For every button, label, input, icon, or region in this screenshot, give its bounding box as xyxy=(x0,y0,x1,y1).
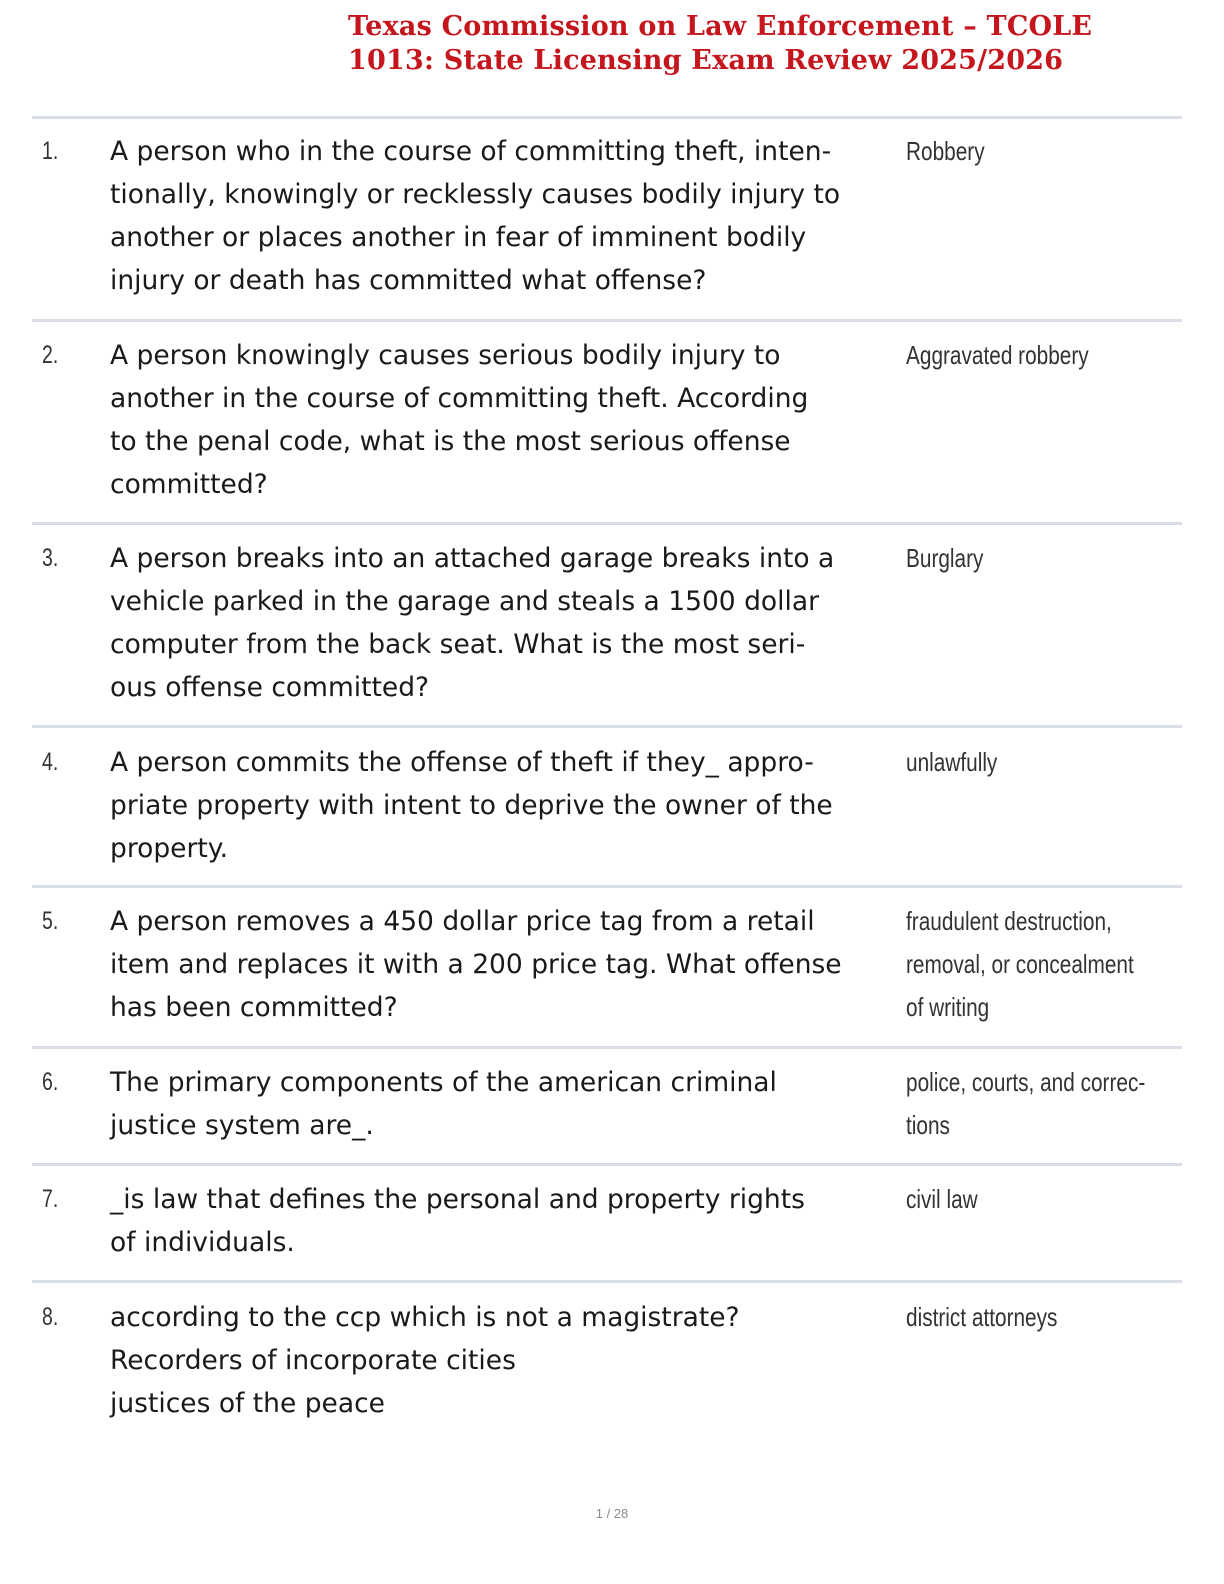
header-title-line-1: Texas Commission on Law Enforcement – TCOLE xyxy=(348,11,1093,42)
question-text: A person knowingly causes serious bodily injury to another in the course of committing theft. According to the penal code, what is the most serious offense committed? xyxy=(110,340,809,500)
answer-text: Burglary xyxy=(906,543,984,573)
header-title-line-2: 1013: State Licensing Exam Review 2025/2026 xyxy=(348,45,1064,76)
item-number: 1. xyxy=(42,137,59,165)
item-number: 7. xyxy=(42,1185,59,1213)
answer-text: police, courts, and correc- tions xyxy=(906,1067,1146,1140)
divider xyxy=(32,319,1182,322)
answer-text: Robbery xyxy=(906,136,985,166)
divider xyxy=(32,1280,1182,1283)
divider xyxy=(32,885,1182,888)
question-text: _is law that defines the personal and property rights of individuals. xyxy=(110,1184,805,1258)
answer-text: unlawfully xyxy=(906,747,998,777)
item-number: 4. xyxy=(42,748,59,776)
divider xyxy=(32,116,1182,119)
question-text: A person removes a 450 dollar price tag from a retail item and replaces it with a 200 price tag. What offense has been committed? xyxy=(110,906,842,1023)
page-number: 1 / 28 xyxy=(595,1506,629,1521)
answer-text: district attorneys xyxy=(906,1302,1058,1332)
question-text: A person breaks into an attached garage breaks into a vehicle parked in the garage and steals a 1500 dollar computer from the back seat. What is the most seri- ous offense committed? xyxy=(110,543,835,703)
item-number: 2. xyxy=(42,341,59,369)
item-number: 6. xyxy=(42,1068,59,1096)
answer-text: fraudulent destruction, removal, or concealment of writing xyxy=(906,906,1134,1022)
divider xyxy=(32,1163,1182,1166)
question-text: according to the ccp which is not a magistrate? Recorders of incorporate cities justices of the peace xyxy=(110,1302,740,1419)
divider xyxy=(32,725,1182,728)
answer-text: civil law xyxy=(906,1184,978,1214)
question-text: A person commits the offense of theft if they_ appro- priate property with intent to deprive the owner of the property. xyxy=(110,747,833,864)
answer-text: Aggravated robbery xyxy=(906,340,1089,370)
document-header xyxy=(348,10,1188,78)
divider xyxy=(32,1046,1182,1049)
item-number: 8. xyxy=(42,1303,59,1331)
item-number: 3. xyxy=(42,544,59,572)
question-text: The primary components of the american criminal justice system are_. xyxy=(110,1067,777,1141)
item-number: 5. xyxy=(42,907,59,935)
divider xyxy=(32,522,1182,525)
question-text: A person who in the course of committing theft, inten- tionally, knowingly or recklessly causes bodily injury to another or places another in fear of imminent bodily injury or death has committed what offense? xyxy=(110,136,841,296)
